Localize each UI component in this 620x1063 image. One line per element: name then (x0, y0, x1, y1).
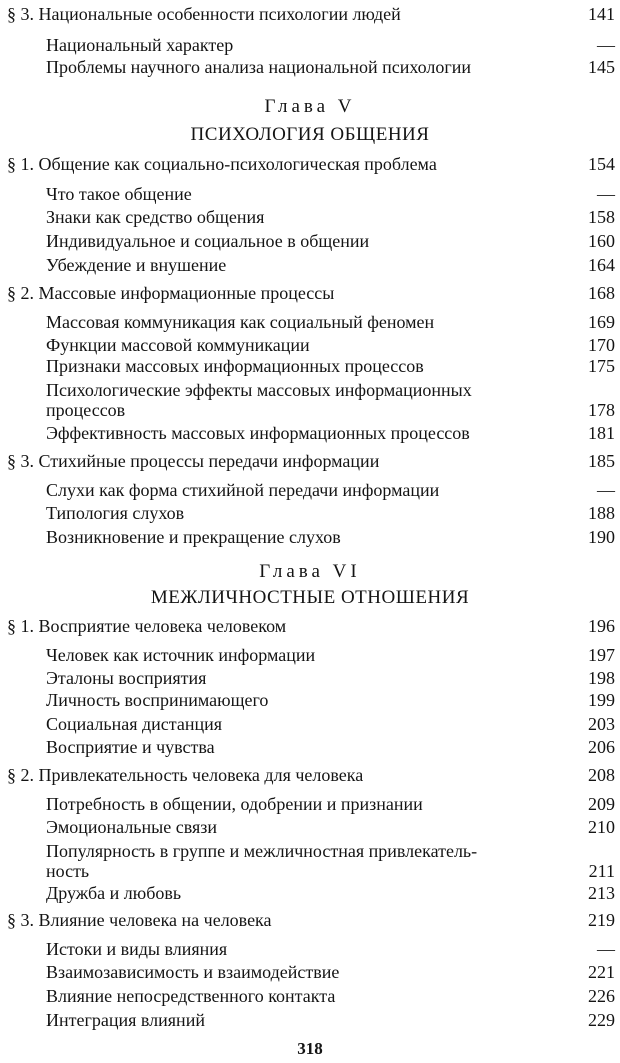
entry-title: Эффективность массовых информационных процессов (46, 423, 470, 443)
entry-page-number: 158 (588, 207, 615, 227)
entry-title-line: процессов (46, 400, 126, 420)
entry-page-number: 209 (588, 794, 615, 814)
entry-title: Восприятие и чувства (46, 737, 215, 757)
chapter-label: Глава V (264, 96, 356, 117)
chapter-label: Глава VI (259, 561, 361, 582)
entry-page-number: 181 (588, 423, 615, 443)
entry-title (46, 380, 472, 420)
entry-title: Интеграция влияний (46, 1010, 205, 1030)
entry-page-number: 213 (588, 883, 615, 903)
entry-title: Возникновение и прекращение слухов (46, 527, 341, 547)
entry-title: § 2. Привлекательность человека для человека (7, 765, 364, 785)
entry-page-number: 175 (588, 356, 615, 376)
entry-title: Дружба и любовь (46, 883, 182, 903)
entry-page-number: 210 (588, 817, 615, 837)
entry-title: Личность воспринимающего (46, 690, 269, 710)
entry-page-number: — (597, 939, 615, 959)
entry-page-number: 168 (588, 283, 615, 303)
entry-page-number: — (597, 480, 615, 500)
chapter-title: ПСИХОЛОГИЯ ОБЩЕНИЯ (190, 124, 430, 145)
entry-page-number: 219 (588, 910, 615, 930)
entry-title: Человек как источник информации (46, 645, 316, 665)
entry-page-number: 203 (588, 714, 615, 734)
entry-title: Знаки как средство общения (46, 207, 265, 227)
entry-page-number: 208 (588, 765, 615, 785)
entry-title: § 1. Общение как социально-психологическая проблема (7, 154, 437, 174)
entry-page-number: 199 (588, 690, 615, 710)
entry-page-number: 221 (588, 962, 615, 982)
entry-page-number: 206 (588, 737, 615, 757)
entry-title: Типология слухов (46, 503, 185, 523)
entry-title: Что такое общение (46, 184, 192, 204)
entry-title: Социальная дистанция (46, 714, 223, 734)
entry-title: Слухи как форма стихийной передачи информации (46, 480, 440, 500)
entry-title: § 1. Восприятие человека человеком (7, 616, 287, 636)
entry-title: § 3. Национальные особенности психологии людей (7, 4, 401, 24)
entry-title-line: ность (46, 861, 90, 881)
chapter-title: МЕЖЛИЧНОСТНЫЕ ОТНОШЕНИЯ (150, 587, 470, 608)
entry-page-number: 164 (588, 255, 615, 275)
entry-title (46, 841, 477, 881)
entry-title: Признаки массовых информационных процессов (46, 356, 424, 376)
entry-title: Национальный характер (46, 35, 234, 55)
entry-title: Влияние непосредственного контакта (46, 986, 336, 1006)
entry-page-number: 141 (588, 4, 615, 24)
entry-page-number: 197 (588, 645, 615, 665)
entry-page-number: 154 (588, 154, 615, 174)
entry-title: Взаимозависимость и взаимодействие (46, 962, 340, 982)
entry-page-number: 229 (588, 1010, 615, 1030)
entry-page-number: 211 (588, 861, 615, 881)
entry-page-number: 185 (588, 451, 615, 471)
entry-title-line: Психологические эффекты массовых информационных (46, 380, 472, 400)
entry-title: Индивидуальное и социальное в общении (46, 231, 370, 251)
entry-page-number: 226 (588, 986, 615, 1006)
page-folio: 318 (297, 1039, 323, 1058)
entry-title: § 3. Стихийные процессы передачи информации (7, 451, 380, 471)
entry-page-number: 145 (588, 57, 615, 77)
entry-page-number: 198 (588, 668, 615, 688)
entry-page-number: — (597, 184, 615, 204)
entry-page-number: 188 (588, 503, 615, 523)
entry-page-number: 170 (588, 335, 615, 355)
entry-title: Убеждение и внушение (46, 255, 227, 275)
entry-page-number: 160 (588, 231, 615, 251)
entry-title: Потребность в общении, одобрении и признании (46, 794, 423, 814)
entry-title: Эмоциональные связи (46, 817, 217, 837)
entry-title: Проблемы научного анализа национальной психологии (46, 57, 472, 77)
entry-title-line: Популярность в группе и межличностная привлекатель- (46, 841, 478, 861)
entry-title: Эталоны восприятия (46, 668, 207, 688)
entry-page-number: 169 (588, 312, 615, 332)
entry-title: Истоки и виды влияния (46, 939, 228, 959)
entry-page-number: — (597, 35, 615, 55)
entry-page-number: 190 (588, 527, 615, 547)
entry-title: § 2. Массовые информационные процессы (7, 283, 335, 303)
entry-title: Функции массовой коммуникации (46, 335, 310, 355)
entry-title: Массовая коммуникация как социальный феномен (46, 312, 435, 332)
entry-page-number: 196 (588, 616, 615, 636)
entry-page-number: 178 (588, 400, 615, 420)
entry-title: § 3. Влияние человека на человека (7, 910, 272, 930)
